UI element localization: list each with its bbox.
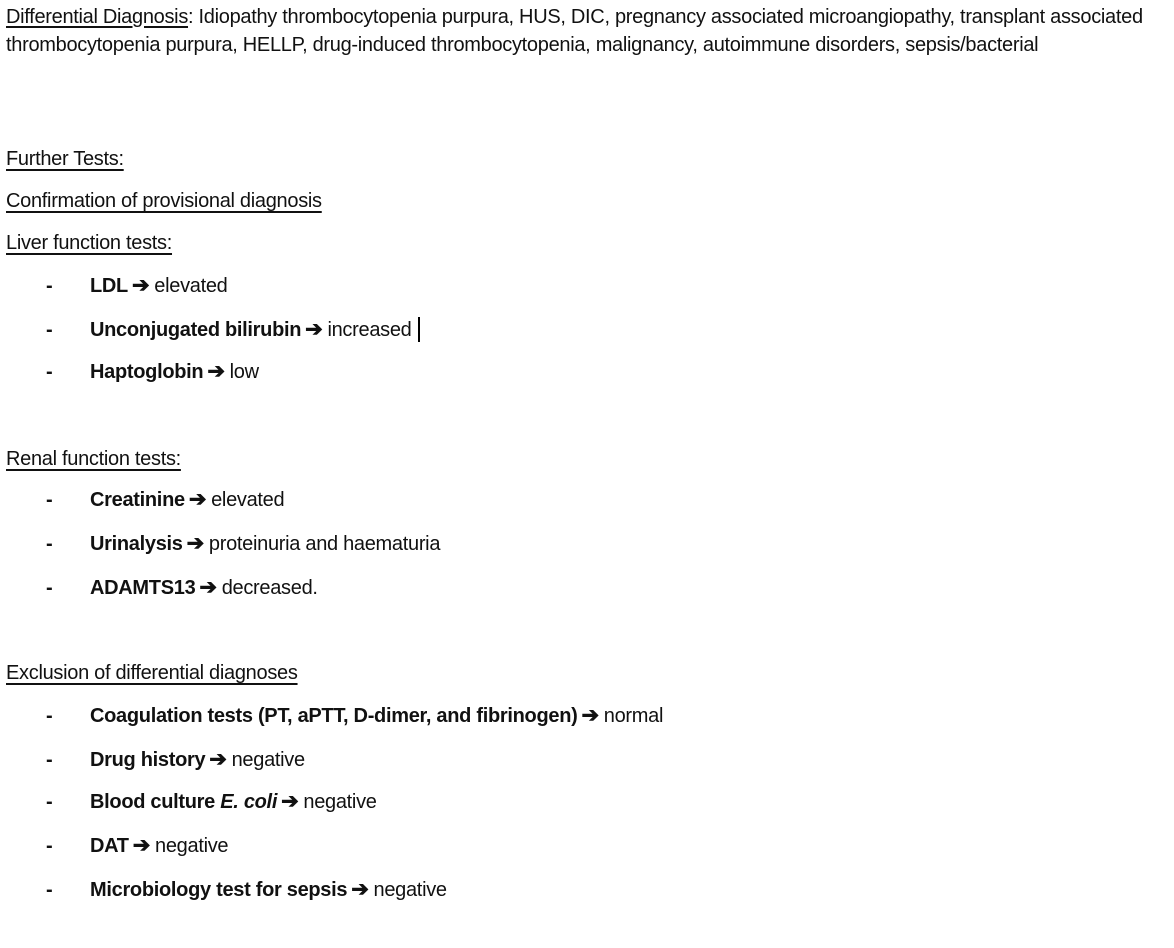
bullet-dash: - [46, 705, 53, 727]
test-result: negative [373, 879, 447, 901]
liver-function-heading: Liver function tests: [6, 232, 173, 254]
bullet-dash: - [46, 791, 53, 813]
test-result: normal [603, 705, 664, 727]
bullet-dash: - [46, 319, 53, 341]
bullet-dash: - [46, 533, 53, 555]
right-arrow-icon: ➔ [281, 790, 299, 813]
test-name: Drug history [90, 749, 206, 771]
right-arrow-icon: ➔ [207, 360, 225, 383]
bullet-dash: - [46, 275, 53, 297]
right-arrow-icon: ➔ [209, 748, 227, 771]
test-result: proteinuria and haematuria [208, 533, 441, 555]
right-arrow-icon: ➔ [351, 878, 369, 901]
bullet-dash: - [46, 361, 53, 383]
test-result: increased [327, 319, 412, 341]
right-arrow-icon: ➔ [188, 488, 207, 511]
test-result: negative [155, 835, 229, 857]
test-result: decreased. [221, 577, 318, 599]
right-arrow-icon: ➔ [199, 576, 217, 599]
renal-function-heading: Renal function tests: [6, 448, 181, 470]
right-arrow-icon: ➔ [131, 274, 150, 297]
differential-diagnosis-colon: : [188, 6, 194, 28]
differential-diagnosis-label: Differential Diagnosis [6, 6, 189, 28]
test-name: LDL [90, 275, 128, 297]
text-cursor [418, 317, 420, 342]
bullet-dash: - [46, 489, 53, 511]
test-name: Haptoglobin [90, 361, 204, 383]
right-arrow-icon: ➔ [132, 834, 151, 857]
test-name: DAT [90, 835, 129, 857]
test-name: Urinalysis [90, 533, 183, 555]
test-name: Blood culture [90, 791, 215, 813]
test-name: Microbiology test for sepsis [90, 879, 348, 901]
bullet-dash: - [46, 749, 53, 771]
test-result: elevated [211, 489, 285, 511]
right-arrow-icon: ➔ [305, 318, 323, 341]
bullet-dash: - [46, 577, 53, 599]
right-arrow-icon: ➔ [581, 704, 599, 727]
organism-name: E. coli [220, 791, 278, 813]
bullet-dash: - [46, 879, 53, 901]
right-arrow-icon: ➔ [186, 532, 204, 555]
further-tests-heading: Further Tests: [6, 148, 124, 170]
bullet-dash: - [46, 835, 53, 857]
test-name: ADAMTS13 [90, 577, 196, 599]
test-result: negative [231, 749, 305, 771]
test-name: Unconjugated bilirubin [90, 319, 302, 341]
test-name: Creatinine [90, 489, 185, 511]
differential-diagnosis-paragraph[interactable] [6, 3, 1166, 59]
test-result: elevated [154, 275, 228, 297]
test-result: low [229, 361, 259, 383]
confirmation-heading: Confirmation of provisional diagnosis [6, 190, 322, 212]
exclusion-heading: Exclusion of differential diagnoses [6, 662, 298, 684]
test-result: negative [303, 791, 377, 813]
differential-diagnosis-text: Idiopathy thrombocytopenia purpura, HUS, DIC, pregnancy associated microangiopathy, transplant associated thrombocytopenia purpura, HELLP, drug-induced thrombocytopenia, malignancy, autoimmune disorders, sepsis/bacterial [6, 6, 1143, 56]
test-name: Coagulation tests (PT, aPTT, D-dimer, and fibrinogen) [90, 705, 578, 727]
